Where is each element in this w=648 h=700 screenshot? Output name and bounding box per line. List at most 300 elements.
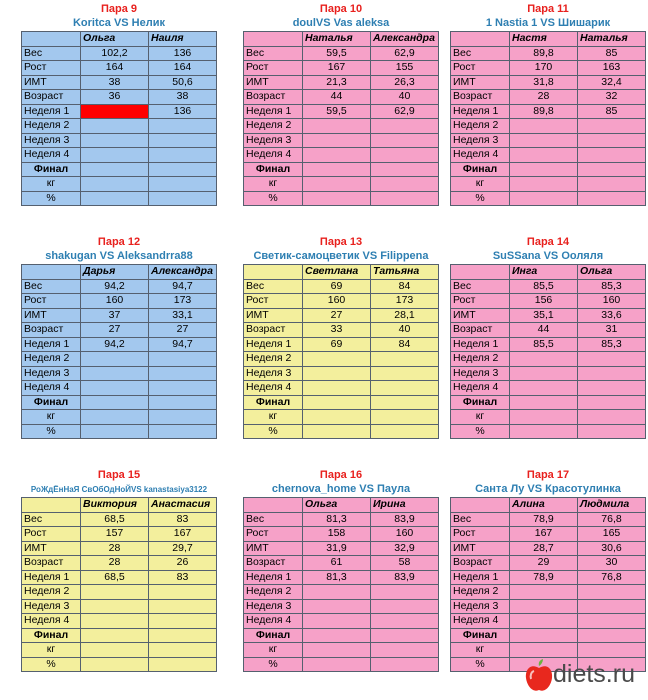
- header-empty-cell: [451, 265, 510, 280]
- table-row: [244, 585, 439, 600]
- value-cell: 28: [81, 556, 149, 571]
- table-row: [244, 119, 439, 134]
- table-row: [451, 46, 646, 61]
- table-row: [22, 46, 217, 61]
- row-label: Неделя 2: [22, 585, 81, 600]
- row-label: Неделя 2: [244, 585, 303, 600]
- value-cell: [578, 119, 646, 134]
- participant-name: Ольга: [81, 32, 149, 47]
- table-row: [451, 556, 646, 571]
- value-cell: [578, 352, 646, 367]
- value-cell: 31: [578, 323, 646, 338]
- value-cell: [371, 585, 439, 600]
- value-cell: [371, 133, 439, 148]
- table-header-row: [244, 265, 439, 280]
- value-cell: 68,5: [81, 570, 149, 585]
- table-row: [22, 527, 217, 542]
- pair-table: [243, 497, 439, 672]
- participant-name: Людмила: [578, 498, 646, 513]
- row-label: Рост: [22, 294, 81, 309]
- table-row: [22, 90, 217, 105]
- row-label: %: [22, 424, 81, 439]
- value-cell: 167: [149, 527, 217, 542]
- value-cell: 84: [371, 337, 439, 352]
- value-cell: [371, 352, 439, 367]
- value-cell: 28: [81, 541, 149, 556]
- participant-name: Ольга: [578, 265, 646, 280]
- header-empty-cell: [244, 265, 303, 280]
- table-row: [451, 541, 646, 556]
- table-row: [244, 46, 439, 61]
- value-cell: [578, 162, 646, 177]
- row-label: Неделя 1: [22, 337, 81, 352]
- row-label: кг: [451, 643, 510, 658]
- value-cell: 76,8: [578, 570, 646, 585]
- pair-subtitle: chernova_home VS Паула: [271, 483, 411, 495]
- value-cell: [81, 410, 149, 425]
- table-row: [451, 599, 646, 614]
- value-cell: 28,7: [510, 541, 578, 556]
- value-cell: 32: [578, 90, 646, 105]
- row-label: Неделя 3: [22, 366, 81, 381]
- row-label: Неделя 4: [22, 614, 81, 629]
- row-label: Неделя 1: [451, 570, 510, 585]
- row-label: Неделя 4: [22, 148, 81, 163]
- row-label: Неделя 4: [244, 148, 303, 163]
- logo-text: diets.ru: [553, 660, 635, 688]
- value-cell: 40: [371, 323, 439, 338]
- table-row: [244, 381, 439, 396]
- table-row: [22, 148, 217, 163]
- pair-title: Пара 9: [100, 3, 138, 15]
- value-cell: [371, 410, 439, 425]
- row-label: Вес: [451, 512, 510, 527]
- table-row: [244, 512, 439, 527]
- row-label: Неделя 1: [244, 104, 303, 119]
- value-cell: [371, 628, 439, 643]
- value-cell: 69: [303, 337, 371, 352]
- row-label: Финал: [244, 395, 303, 410]
- table-row: [244, 104, 439, 119]
- table-header-row: [244, 498, 439, 513]
- value-cell: [149, 366, 217, 381]
- table-row: [451, 308, 646, 323]
- value-cell: [149, 148, 217, 163]
- value-cell: [149, 628, 217, 643]
- value-cell: 61: [303, 556, 371, 571]
- table-row: [22, 381, 217, 396]
- value-cell: [81, 395, 149, 410]
- row-label: Неделя 2: [451, 119, 510, 134]
- pair-subtitle: doulVS Vas aleksa: [292, 17, 390, 29]
- value-cell: 160: [81, 294, 149, 309]
- table-row: [244, 294, 439, 309]
- table-row: [451, 279, 646, 294]
- participant-name: Наталья: [303, 32, 371, 47]
- value-cell: [81, 352, 149, 367]
- value-cell: [149, 352, 217, 367]
- row-label: Неделя 4: [244, 614, 303, 629]
- value-cell: 158: [303, 527, 371, 542]
- apple-icon: [525, 659, 553, 693]
- table-row: [22, 366, 217, 381]
- participant-name: Анастасия: [149, 498, 217, 513]
- participant-name: Наталья: [578, 32, 646, 47]
- value-cell: 165: [578, 527, 646, 542]
- header-empty-cell: [244, 32, 303, 47]
- row-label: Неделя 3: [244, 133, 303, 148]
- row-label: Рост: [451, 294, 510, 309]
- row-label: Финал: [22, 162, 81, 177]
- row-label: %: [451, 191, 510, 206]
- table-row: [451, 294, 646, 309]
- table-row: [22, 352, 217, 367]
- value-cell: [149, 599, 217, 614]
- table-header-row: [244, 32, 439, 47]
- row-label: Неделя 2: [451, 352, 510, 367]
- value-cell: 28,1: [371, 308, 439, 323]
- pair-table: [21, 31, 217, 206]
- pair-title: Пара 13: [319, 236, 363, 248]
- value-cell: [510, 585, 578, 600]
- value-cell: [510, 395, 578, 410]
- row-label: кг: [451, 177, 510, 192]
- value-cell: 94,2: [81, 279, 149, 294]
- participant-name: Александра: [149, 265, 217, 280]
- table-row: [451, 104, 646, 119]
- pair-subtitle: Санта Лу VS Красотулинка: [475, 483, 621, 495]
- row-label: Финал: [22, 628, 81, 643]
- table-row: [451, 133, 646, 148]
- value-cell: [510, 424, 578, 439]
- value-cell: 44: [510, 323, 578, 338]
- value-cell: [578, 585, 646, 600]
- table-row: [451, 75, 646, 90]
- value-cell: [510, 352, 578, 367]
- table-header-row: [22, 498, 217, 513]
- value-cell: [510, 162, 578, 177]
- row-label: Неделя 3: [22, 599, 81, 614]
- value-cell: 170: [510, 61, 578, 76]
- row-label: %: [22, 191, 81, 206]
- table-row: [22, 410, 217, 425]
- row-label: Неделя 4: [451, 614, 510, 629]
- value-cell: [149, 191, 217, 206]
- row-label: кг: [22, 410, 81, 425]
- row-label: Возраст: [244, 90, 303, 105]
- value-cell: [578, 177, 646, 192]
- table-row: [451, 585, 646, 600]
- value-cell: [371, 148, 439, 163]
- table-row: [22, 599, 217, 614]
- table-row: [22, 61, 217, 76]
- value-cell: [81, 424, 149, 439]
- value-cell: 83,9: [371, 512, 439, 527]
- row-label: Рост: [244, 527, 303, 542]
- value-cell: 78,9: [510, 512, 578, 527]
- value-cell: 38: [149, 90, 217, 105]
- table-row: [22, 628, 217, 643]
- row-label: %: [244, 424, 303, 439]
- row-label: Неделя 1: [22, 104, 81, 119]
- value-cell: [81, 381, 149, 396]
- value-cell: [81, 133, 149, 148]
- value-cell: 27: [81, 323, 149, 338]
- value-cell: [510, 133, 578, 148]
- row-label: Финал: [451, 628, 510, 643]
- pair-table: [243, 264, 439, 439]
- table-header-row: [451, 498, 646, 513]
- value-cell: [149, 162, 217, 177]
- row-label: Финал: [451, 395, 510, 410]
- value-cell: [303, 614, 371, 629]
- value-cell: 173: [371, 294, 439, 309]
- participant-name: Дарья: [81, 265, 149, 280]
- pair-subtitle: РоЖдЁнНаЯ СвОбОдНоЙVS kanastasiya3122: [30, 485, 208, 494]
- value-cell: [81, 657, 149, 672]
- value-cell: [371, 614, 439, 629]
- value-cell: 173: [149, 294, 217, 309]
- table-row: [22, 337, 217, 352]
- row-label: кг: [244, 643, 303, 658]
- pair-title: Пара 17: [526, 469, 570, 481]
- table-row: [22, 541, 217, 556]
- table-row: [22, 614, 217, 629]
- value-cell: 27: [149, 323, 217, 338]
- table-row: [451, 191, 646, 206]
- table-row: [244, 90, 439, 105]
- row-label: %: [22, 657, 81, 672]
- row-label: Возраст: [22, 90, 81, 105]
- pair-title: Пара 15: [97, 469, 141, 481]
- row-label: ИМТ: [451, 308, 510, 323]
- table-row: [22, 585, 217, 600]
- value-cell: [510, 643, 578, 658]
- participant-name: Светлана: [303, 265, 371, 280]
- table-row: [244, 148, 439, 163]
- header-empty-cell: [244, 498, 303, 513]
- value-cell: 30: [578, 556, 646, 571]
- row-label: Возраст: [244, 323, 303, 338]
- value-cell: 62,9: [371, 46, 439, 61]
- value-cell: 59,5: [303, 46, 371, 61]
- value-cell: [578, 148, 646, 163]
- table-row: [22, 323, 217, 338]
- value-cell: [81, 177, 149, 192]
- row-label: Неделя 1: [451, 104, 510, 119]
- value-cell: [578, 366, 646, 381]
- value-cell: [303, 133, 371, 148]
- row-label: Неделя 4: [451, 381, 510, 396]
- pair-table: [450, 264, 646, 439]
- value-cell: 167: [510, 527, 578, 542]
- table-row: [451, 570, 646, 585]
- value-cell: 81,3: [303, 512, 371, 527]
- value-cell: [149, 657, 217, 672]
- value-cell: [303, 643, 371, 658]
- value-cell: 155: [371, 61, 439, 76]
- row-label: Неделя 4: [451, 148, 510, 163]
- value-cell: 33,1: [149, 308, 217, 323]
- value-cell: [303, 628, 371, 643]
- row-label: Неделя 3: [451, 366, 510, 381]
- value-cell: [371, 395, 439, 410]
- row-label: %: [244, 191, 303, 206]
- value-cell: 163: [578, 61, 646, 76]
- value-cell: 28: [510, 90, 578, 105]
- pair-subtitle: Светик-самоцветик VS Filippena: [253, 250, 429, 262]
- pair-table: [450, 31, 646, 206]
- row-label: Финал: [244, 628, 303, 643]
- value-cell: 94,7: [149, 279, 217, 294]
- value-cell: 32,4: [578, 75, 646, 90]
- value-cell: [81, 119, 149, 134]
- value-cell: [149, 177, 217, 192]
- value-cell: 83: [149, 512, 217, 527]
- value-cell: 26: [149, 556, 217, 571]
- table-row: [451, 162, 646, 177]
- row-label: Неделя 1: [244, 570, 303, 585]
- row-label: ИМТ: [22, 75, 81, 90]
- value-cell: 83,9: [371, 570, 439, 585]
- value-cell: 36: [81, 90, 149, 105]
- participant-name: Алина: [510, 498, 578, 513]
- value-cell: 44: [303, 90, 371, 105]
- value-cell: [371, 119, 439, 134]
- row-label: кг: [244, 410, 303, 425]
- value-cell: [149, 424, 217, 439]
- value-cell: [81, 628, 149, 643]
- row-label: ИМТ: [22, 541, 81, 556]
- participant-name: Настя: [510, 32, 578, 47]
- table-row: [22, 556, 217, 571]
- row-label: Возраст: [451, 90, 510, 105]
- value-cell: 38: [81, 75, 149, 90]
- table-row: [22, 294, 217, 309]
- row-label: ИМТ: [244, 75, 303, 90]
- value-cell: [578, 614, 646, 629]
- table-row: [22, 424, 217, 439]
- value-cell: [303, 352, 371, 367]
- row-label: Неделя 4: [244, 381, 303, 396]
- row-label: Вес: [22, 46, 81, 61]
- value-cell: 33,6: [578, 308, 646, 323]
- value-cell: [371, 381, 439, 396]
- row-label: кг: [451, 410, 510, 425]
- table-row: [22, 657, 217, 672]
- value-cell: 68,5: [81, 512, 149, 527]
- value-cell: [81, 366, 149, 381]
- table-row: [451, 395, 646, 410]
- value-cell: [149, 119, 217, 134]
- row-label: Вес: [451, 46, 510, 61]
- value-cell: [510, 119, 578, 134]
- value-cell: [510, 148, 578, 163]
- table-row: [22, 395, 217, 410]
- participant-name: Виктория: [81, 498, 149, 513]
- value-cell: [81, 162, 149, 177]
- value-cell: 26,3: [371, 75, 439, 90]
- value-cell: 136: [149, 46, 217, 61]
- table-row: [22, 279, 217, 294]
- value-cell: [303, 119, 371, 134]
- value-cell: [303, 424, 371, 439]
- value-cell: [578, 410, 646, 425]
- value-cell: [510, 191, 578, 206]
- table-row: [244, 410, 439, 425]
- pair-title: Пара 11: [527, 3, 569, 15]
- row-label: Вес: [451, 279, 510, 294]
- value-cell: [371, 599, 439, 614]
- row-label: Вес: [244, 279, 303, 294]
- table-row: [244, 133, 439, 148]
- row-label: %: [244, 657, 303, 672]
- row-label: Неделя 2: [244, 352, 303, 367]
- header-empty-cell: [451, 32, 510, 47]
- value-cell: 85,5: [510, 279, 578, 294]
- row-label: Возраст: [22, 556, 81, 571]
- value-cell: 164: [81, 61, 149, 76]
- pair-title: Пара 16: [319, 469, 363, 481]
- value-cell: [81, 148, 149, 163]
- table-row: [22, 104, 217, 119]
- value-cell: [578, 133, 646, 148]
- site-logo: [523, 657, 648, 700]
- row-label: Неделя 3: [22, 133, 81, 148]
- pair-subtitle: SuSSana VS Ооляля: [492, 250, 604, 262]
- row-label: Рост: [244, 61, 303, 76]
- table-row: [451, 90, 646, 105]
- value-cell: [371, 162, 439, 177]
- value-cell: 76,8: [578, 512, 646, 527]
- row-label: ИМТ: [451, 541, 510, 556]
- table-row: [451, 177, 646, 192]
- value-cell: 94,7: [149, 337, 217, 352]
- value-cell: 35,1: [510, 308, 578, 323]
- row-label: Неделя 4: [22, 381, 81, 396]
- value-cell: 85: [578, 46, 646, 61]
- table-row: [451, 119, 646, 134]
- table-row: [451, 527, 646, 542]
- table-row: [244, 395, 439, 410]
- value-cell: 40: [371, 90, 439, 105]
- table-row: [244, 177, 439, 192]
- value-cell: [149, 585, 217, 600]
- value-cell: 85: [578, 104, 646, 119]
- value-cell: 31,8: [510, 75, 578, 90]
- table-row: [244, 61, 439, 76]
- value-cell: 37: [81, 308, 149, 323]
- table-row: [22, 191, 217, 206]
- row-label: Неделя 2: [22, 352, 81, 367]
- table-row: [244, 352, 439, 367]
- value-cell: 33: [303, 323, 371, 338]
- row-label: кг: [22, 643, 81, 658]
- value-cell: [371, 657, 439, 672]
- value-cell: 83: [149, 570, 217, 585]
- row-label: Финал: [244, 162, 303, 177]
- table-row: [22, 512, 217, 527]
- row-label: Неделя 3: [244, 366, 303, 381]
- value-cell: [81, 599, 149, 614]
- table-row: [451, 643, 646, 658]
- table-row: [451, 323, 646, 338]
- value-cell: [81, 614, 149, 629]
- value-cell: [510, 410, 578, 425]
- value-cell: 81,3: [303, 570, 371, 585]
- participant-name: Ольга: [303, 498, 371, 513]
- value-cell: 29,7: [149, 541, 217, 556]
